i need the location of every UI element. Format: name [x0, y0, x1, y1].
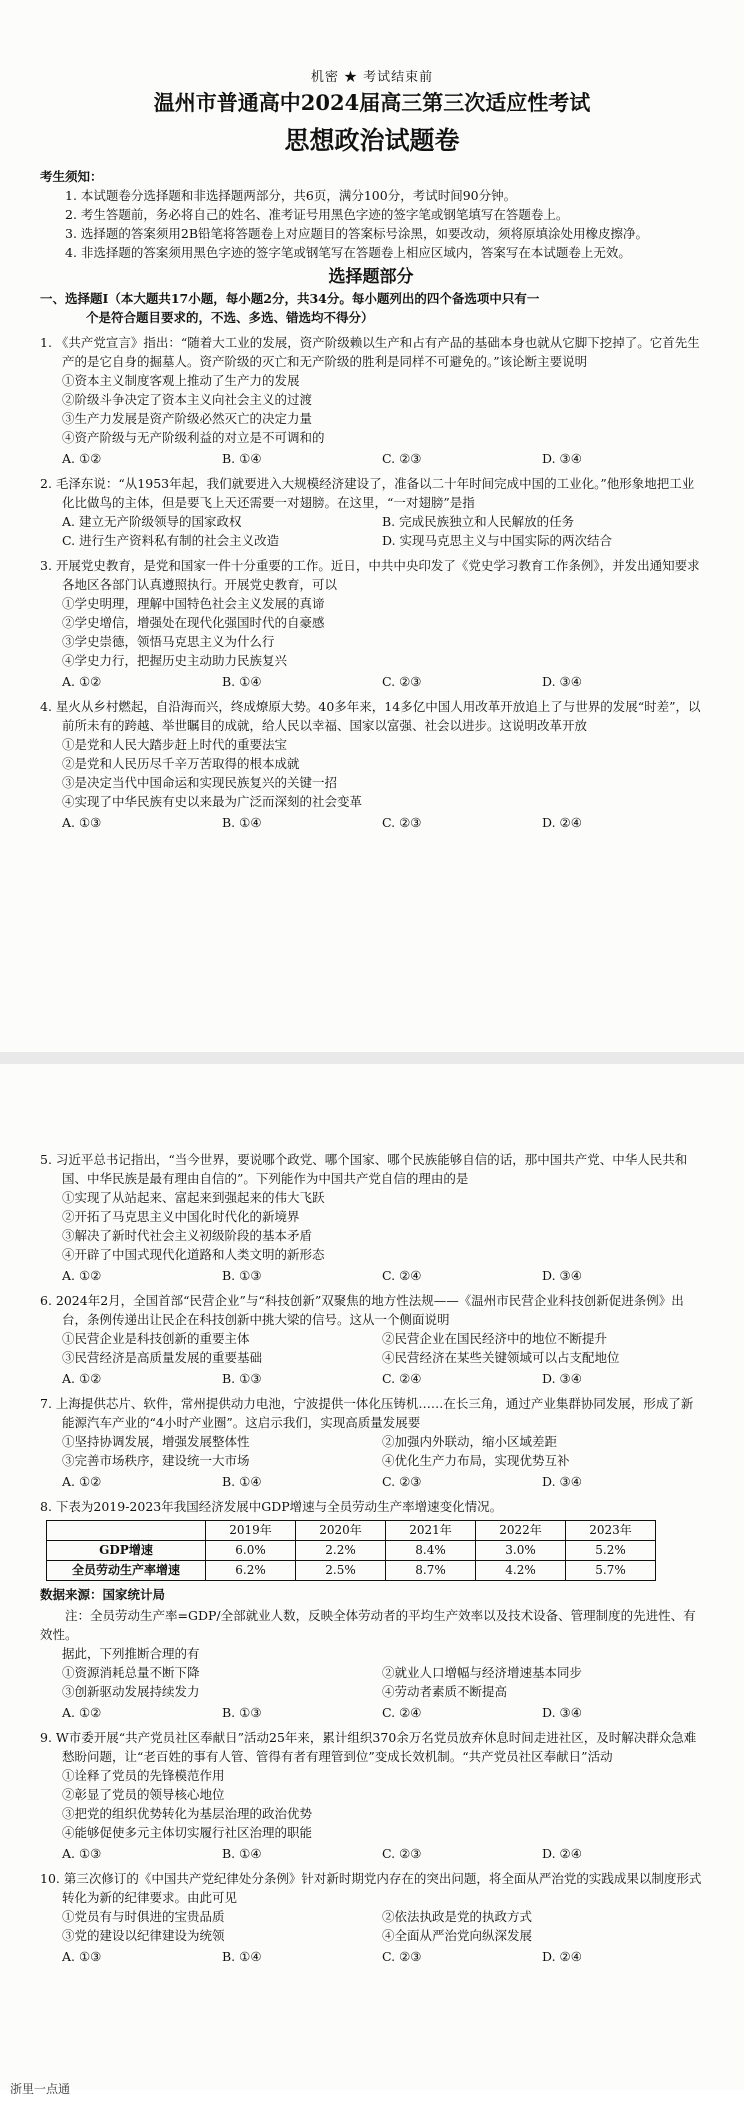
statement: ④资产阶级与无产阶级利益的对立是不可调和的 [62, 430, 325, 445]
statement: ④优化生产力布局，实现优势互补 [382, 1453, 570, 1468]
choice-b: B. ①④ [222, 815, 262, 830]
section-title: 选择题部分 [328, 267, 414, 287]
choice-d: D. ②④ [542, 1846, 582, 1861]
question-lead: 据此，下列推断合理的有 [62, 1646, 200, 1661]
statement: ④民营经济在某些关键领域可以占支配地位 [382, 1350, 620, 1365]
question-9 [40, 1728, 702, 1863]
choice-c: C. ②③ [382, 674, 422, 689]
question-10 [40, 1869, 702, 1966]
choice-d: D. ③④ [542, 1268, 582, 1283]
table-cell: 2.2% [296, 1541, 386, 1561]
notice-item: 4. 非选择题的答案须用黑色字迹的签字笔或钢笔写在答题卷上相应区域内，答案写在本试题卷上无效。 [65, 245, 631, 260]
answer-choices [40, 1266, 702, 1285]
question-1 [40, 333, 702, 468]
statement: ②加强内外联动，缩小区域差距 [382, 1434, 558, 1449]
statement: ④劳动者素质不断提高 [382, 1684, 508, 1699]
question-5 [40, 1150, 702, 1285]
question-2 [40, 474, 702, 550]
statement: ③创新驱动发展持续发力 [62, 1684, 200, 1699]
table-row-label: GDP增速 [47, 1541, 206, 1561]
statement-grid [40, 1907, 702, 1945]
statement: ④学史力行，把握历史主动助力民族复兴 [62, 653, 288, 668]
choice-d: D. ③④ [542, 1474, 582, 1489]
statement: ③党的建设以纪律建设为统领 [62, 1928, 225, 1943]
statement: ②是党和人民历尽千辛万苦取得的根本成就 [62, 756, 300, 771]
page-divider [0, 1052, 744, 1064]
statement: ②依法执政是党的执政方式 [382, 1909, 533, 1924]
statement: ③生产力发展是资产阶级必然灭亡的决定力量 [62, 411, 313, 426]
choice-c: C. ②④ [382, 1268, 422, 1283]
choice-a: A. ①③ [62, 1949, 102, 1964]
choice-d: D. ②④ [542, 1949, 582, 1964]
choice-a: A. ①② [62, 1474, 102, 1489]
choice-c: C. ②③ [382, 815, 422, 830]
notice-item: 3. 选择题的答案须用2B铅笔将答题卷上对应题目的答案标号涂黑，如要改动，须将原填涂处用橡皮擦净。 [65, 226, 649, 241]
exam-page-2 [0, 1064, 744, 2090]
table-note: 注：全员劳动生产率=GDP/全部就业人数，反映全体劳动者的平均生产效率以及技术设备、管理制度的先进性、有效性。 [40, 1608, 696, 1642]
question-stem: 4. 星火从乡村燃起，自沿海而兴，终成燎原大势。40多年来，14多亿中国人用改革开放追上了与世界的发展“时差”，以前所未有的跨越、举世瞩目的成就，给人民以幸福、国家以富强、社会以进步。这说明改革开放 [40, 699, 701, 733]
table-cell: 3.0% [476, 1541, 566, 1561]
statement: ①资本主义制度客观上推动了生产力的发展 [62, 373, 300, 388]
choice-c: C. ②④ [382, 1371, 422, 1386]
statement: ①诠释了党员的先锋模范作用 [62, 1768, 225, 1783]
table-cell: 5.2% [566, 1541, 656, 1561]
statement: ②彰显了党员的领导核心地位 [62, 1787, 225, 1802]
statement: ①学史明理，理解中国特色社会主义发展的真谛 [62, 596, 325, 611]
statement: ④能够促使多元主体切实履行社区治理的职能 [62, 1825, 313, 1840]
notice-item: 2. 考生答题前，务必将自己的姓名、准考证号用黑色字迹的签字笔或钢笔填写在答题卷上。 [65, 207, 569, 222]
table-header-cell: 2019年 [206, 1521, 296, 1541]
choice-c: C. 进行生产资料私有制的社会主义改造 [62, 533, 280, 548]
table-cell: 5.7% [566, 1561, 656, 1581]
question-3 [40, 556, 702, 691]
data-source: 数据来源：国家统计局 [40, 1587, 166, 1602]
statement: ①民营企业是科技创新的重要主体 [62, 1331, 250, 1346]
answer-choices [40, 1703, 702, 1722]
section-instructions-line1: 一、选择题Ⅰ（本大题共17小题，每小题2分，共34分。每小题列出的四个备选项中只有一 [40, 291, 540, 306]
choice-c: C. ②③ [382, 1474, 422, 1489]
answer-choices [40, 512, 702, 550]
statement: ③解决了新时代社会主义初级阶段的基本矛盾 [62, 1228, 313, 1243]
answer-choices [40, 672, 702, 691]
answer-choices [40, 1844, 702, 1863]
answer-choices [40, 1369, 702, 1388]
choice-a: A. ①② [62, 1705, 102, 1720]
table-header-cell [47, 1521, 206, 1541]
answer-choices [40, 813, 702, 832]
table-row-label: 全员劳动生产率增速 [47, 1561, 206, 1581]
statement: ③完善市场秩序，建设统一大市场 [62, 1453, 250, 1468]
choice-b: B. ①③ [222, 1371, 262, 1386]
statement: ①实现了从站起来、富起来到强起来的伟大飞跃 [62, 1190, 325, 1205]
answer-choices [40, 449, 702, 468]
statement-grid [40, 1663, 702, 1701]
statement: ④开辟了中国式现代化道路和人类文明的新形态 [62, 1247, 325, 1262]
choice-c: C. ②④ [382, 1705, 422, 1720]
exam-title: 温州市普通高中2024届高三第三次适应性考试 [153, 90, 591, 115]
gdp-table [46, 1520, 656, 1581]
answer-choices [40, 1472, 702, 1491]
choice-b: B. ①④ [222, 1949, 262, 1964]
table-cell: 6.0% [206, 1541, 296, 1561]
table-cell: 4.2% [476, 1561, 566, 1581]
choice-d: D. 实现马克思主义与中国实际的两次结合 [382, 533, 613, 548]
question-stem: 1. 《共产党宣言》指出：“随着大工业的发展，资产阶级赖以生产和占有产品的基础本身也就从它脚下挖掉了。它首先生产的是它自身的掘墓人。资产阶级的灭亡和无产阶级的胜利是同样不可避免的。”该论断主要说明 [40, 335, 700, 369]
choice-a: A. ①② [62, 1268, 102, 1283]
choice-c: C. ②③ [382, 1846, 422, 1861]
question-stem: 8. 下表为2019-2023年我国经济发展中GDP增速与全员劳动生产率增速变化情况。 [40, 1499, 503, 1514]
choice-c: C. ②③ [382, 1949, 422, 1964]
section-instructions-line2: 个是符合题目要求的，不选、多选、错选均不得分） [86, 310, 374, 325]
choice-a: A. ①③ [62, 815, 102, 830]
choice-d: D. ③④ [542, 674, 582, 689]
question-8 [40, 1497, 702, 1722]
choice-a: A. ①② [62, 674, 102, 689]
statement: ②民营企业在国民经济中的地位不断提升 [382, 1331, 608, 1346]
question-stem: 9. W市委开展“共产党员社区奉献日”活动25年来，累计组织370余万名党员放弃休息时间走进社区，及时解决群众急难愁盼问题，让“老百姓的事有人管、管得有者有理管到位”变成长效机制。“共产党员社区奉献日”活动 [40, 1730, 697, 1764]
question-stem: 3. 开展党史教育，是党和国家一件十分重要的工作。近日，中共中央印发了《党史学习教育工作条例》，并发出通知要求各地区各部门认真遵照执行。开展党史教育，可以 [40, 558, 700, 592]
statement: ②学史增信，增强处在现代化强国时代的自豪感 [62, 615, 325, 630]
question-stem: 7. 上海提供芯片、软件，常州提供动力电池，宁波提供一体化压铸机……在长三角，通过产业集群协同发展，形成了新能源汽车产业的“4小时产业圈”。这启示我们，实现高质量发展要 [40, 1396, 694, 1430]
notice-list [40, 186, 702, 262]
question-6 [40, 1291, 702, 1388]
statement: ③民营经济是高质量发展的重要基础 [62, 1350, 263, 1365]
notice-item: 1. 本试题卷分选择题和非选择题两部分，共6页，满分100分，考试时间90分钟。 [65, 188, 517, 203]
confidential-mark: 机密 ★ 考试结束前 [310, 70, 434, 85]
choice-a: A. 建立无产阶级领导的国家政权 [62, 514, 242, 529]
table-row [47, 1561, 656, 1581]
choice-b: B. ①③ [222, 1268, 262, 1283]
paper-subtitle: 思想政治试题卷 [284, 126, 460, 155]
choice-b: B. ①④ [222, 674, 262, 689]
statement: ②就业人口增幅与经济增速基本同步 [382, 1665, 583, 1680]
statement: ②阶级斗争决定了资本主义向社会主义的过渡 [62, 392, 313, 407]
answer-choices [40, 1947, 702, 1966]
choice-a: A. ①② [62, 1371, 102, 1386]
question-stem: 5. 习近平总书记指出，“当今世界，要说哪个政党、哪个国家、哪个民族能够自信的话，那中国共产党、中华人民共和国、中华民族是最有理由自信的”。下列能作为中国共产党自信的理由的是 [40, 1152, 688, 1186]
table-header-cell: 2020年 [296, 1521, 386, 1541]
choice-d: D. ②④ [542, 815, 582, 830]
statement-grid [40, 1432, 702, 1470]
statement: ④全面从严治党向纵深发展 [382, 1928, 533, 1943]
statement: ③是决定当代中国命运和实现民族复兴的关键一招 [62, 775, 338, 790]
source-watermark: 浙里一点通 [10, 2082, 71, 2096]
choice-a: A. ①② [62, 451, 102, 466]
table-row [47, 1541, 656, 1561]
choice-a: A. ①③ [62, 1846, 102, 1861]
table-header-cell: 2021年 [386, 1521, 476, 1541]
question-stem: 10. 第三次修订的《中国共产党纪律处分条例》针对新时期党内存在的突出问题，将全面从严治党的实践成果以制度形式转化为新的纪律要求。由此可见 [40, 1871, 702, 1905]
table-header-cell: 2023年 [566, 1521, 656, 1541]
statement: ④实现了中华民族有史以来最为广泛而深刻的社会变革 [62, 794, 363, 809]
statement-grid [40, 1329, 702, 1367]
table-cell: 6.2% [206, 1561, 296, 1581]
statement: ①资源消耗总量不断下降 [62, 1665, 200, 1680]
choice-d: D. ③④ [542, 1371, 582, 1386]
choice-b: B. ①④ [222, 1846, 262, 1861]
choice-c: C. ②③ [382, 451, 422, 466]
table-cell: 2.5% [296, 1561, 386, 1581]
table-cell: 8.7% [386, 1561, 476, 1581]
table-cell: 8.4% [386, 1541, 476, 1561]
question-4 [40, 697, 702, 832]
choice-b: B. 完成民族独立和人民解放的任务 [382, 514, 575, 529]
statement: ②开拓了马克思主义中国化时代化的新境界 [62, 1209, 300, 1224]
question-stem: 6. 2024年2月，全国首部“民营企业”与“科技创新”双聚焦的地方性法规——《温州市民营企业科技创新促进条例》出台，条例传递出让民企在科技创新中挑大梁的信号。这从一个侧面说明 [40, 1293, 684, 1327]
statement: ①是党和人民大踏步赶上时代的重要法宝 [62, 737, 288, 752]
table-header-row [47, 1521, 656, 1541]
statement: ③把党的组织优势转化为基层治理的政治优势 [62, 1806, 313, 1821]
table-header-cell: 2022年 [476, 1521, 566, 1541]
choice-b: B. ①④ [222, 1474, 262, 1489]
statement: ①坚持协调发展，增强发展整体性 [62, 1434, 250, 1449]
choice-b: B. ①④ [222, 451, 262, 466]
choice-d: D. ③④ [542, 451, 582, 466]
section-instructions [40, 289, 702, 327]
choice-b: B. ①③ [222, 1705, 262, 1720]
choice-d: D. ③④ [542, 1705, 582, 1720]
notice-title: 考生须知： [40, 169, 103, 184]
statement: ①党员有与时俱进的宝贵品质 [62, 1909, 225, 1924]
question-7 [40, 1394, 702, 1491]
question-stem: 2. 毛泽东说：“从1953年起，我们就要进入大规模经济建设了，准备以二十年时间完成中国的工业化。”他形象地把工业化比做鸟的主体，但是要飞上天还需要一对翅膀。在这里，“一对翅膀”是指 [40, 476, 695, 510]
statement: ③学史崇德，领悟马克思主义为什么行 [62, 634, 275, 649]
